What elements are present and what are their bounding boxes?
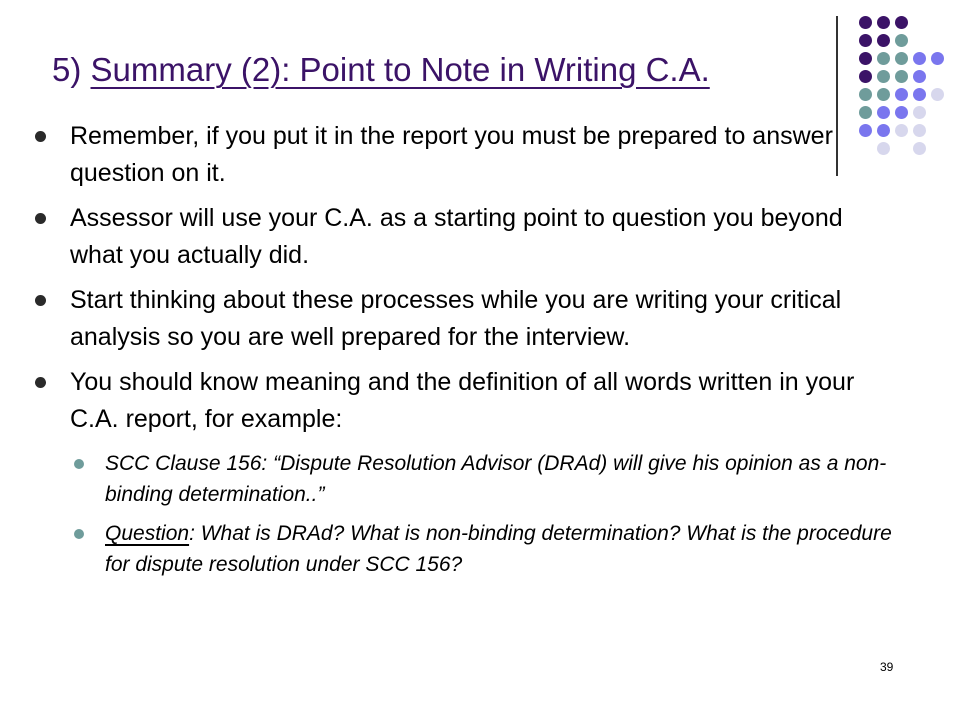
sub-bullet-text: : What is DRAd? What is non-binding determination? What is the procedure for dispute resolution under SCC 156? — [105, 522, 892, 576]
deco-dot — [877, 88, 890, 101]
deco-dot — [913, 142, 926, 155]
title-prefix: 5) — [52, 51, 91, 88]
deco-dot — [913, 124, 926, 137]
deco-dot — [859, 16, 872, 29]
deco-dot — [913, 88, 926, 101]
sub-bullet-list — [70, 448, 895, 580]
bullet-text: Start thinking about these processes while you are writing your critical analysis so you are well prepared for the interview. — [70, 286, 842, 351]
bullet-dot-icon — [35, 295, 46, 306]
sub-bullet-dot-icon — [74, 459, 84, 469]
deco-dot — [859, 34, 872, 47]
deco-dot — [913, 52, 926, 65]
page-number: 39 — [880, 660, 894, 674]
bullet-item — [35, 118, 895, 192]
deco-dot — [877, 70, 890, 83]
bullet-item — [35, 200, 895, 274]
deco-dot — [895, 16, 908, 29]
bullet-item — [35, 364, 895, 580]
deco-dot — [895, 70, 908, 83]
bullet-dot-icon — [35, 131, 46, 142]
deco-dot — [931, 88, 944, 101]
sub-bullet-text: SCC Clause 156: “Dispute Resolution Advisor (DRAd) will give his opinion as a non-binding determination..” — [105, 452, 887, 506]
sub-bullet-item — [70, 448, 895, 510]
deco-dot — [877, 34, 890, 47]
bullet-text: You should know meaning and the definition of all words written in your C.A. report, for example: — [70, 368, 855, 433]
deco-dot — [859, 88, 872, 101]
bullet-item — [35, 282, 895, 356]
deco-dot — [913, 106, 926, 119]
deco-dot — [895, 124, 908, 137]
deco-dot — [859, 70, 872, 83]
deco-dot — [877, 16, 890, 29]
deco-dot — [913, 70, 926, 83]
sub-bullet-dot-icon — [74, 529, 84, 539]
deco-dot — [931, 52, 944, 65]
deco-dot — [859, 52, 872, 65]
deco-dot — [877, 52, 890, 65]
bullet-text: Remember, if you put it in the report you must be prepared to answer question on it. — [70, 122, 833, 187]
question-label: Question — [105, 522, 190, 545]
deco-dot — [895, 34, 908, 47]
title-text: Summary (2): Point to Note in Writing C.A. — [90, 51, 710, 88]
deco-dot — [895, 106, 908, 119]
bullet-dot-icon — [35, 377, 46, 388]
deco-dot — [895, 88, 908, 101]
bullet-dot-icon — [35, 213, 46, 224]
slide-title — [52, 44, 710, 96]
bullet-text: Assessor will use your C.A. as a starting point to question you beyond what you actually did. — [70, 204, 843, 269]
deco-dot — [895, 52, 908, 65]
sub-bullet-item — [70, 518, 895, 580]
bullet-list — [35, 118, 895, 588]
